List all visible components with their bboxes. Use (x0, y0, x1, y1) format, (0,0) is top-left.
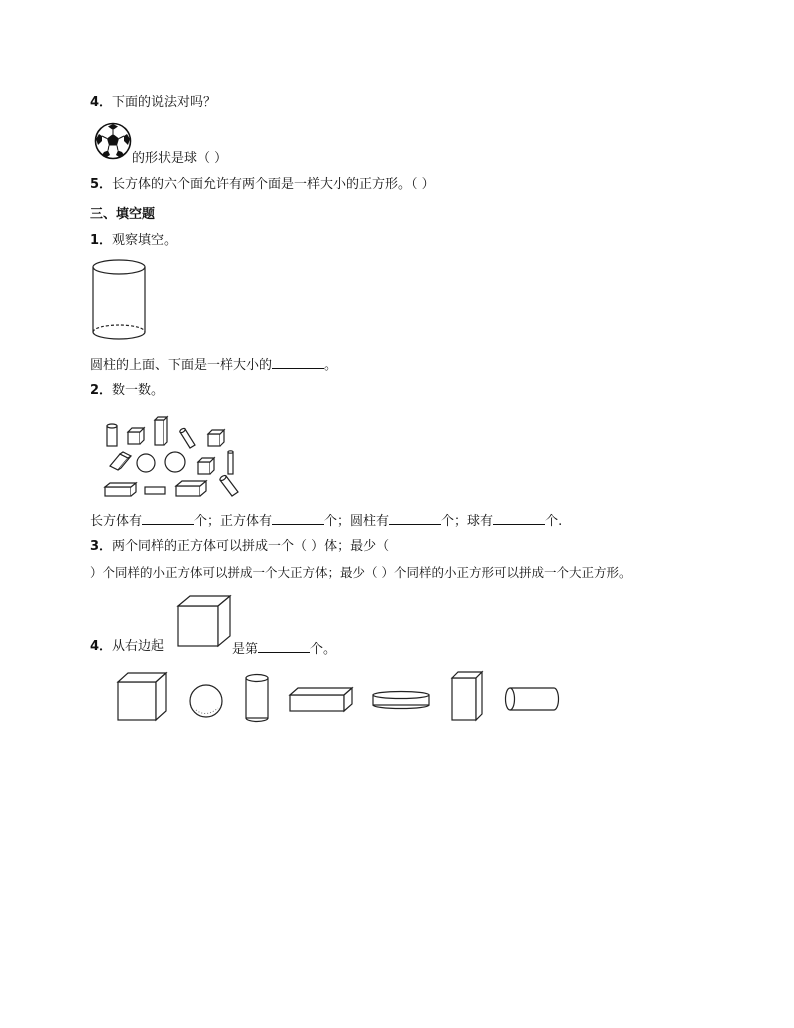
question-text: 长方体的六个面允许有两个面是一样大小的正方形。（ ） (112, 177, 435, 192)
shapes-group-figure (100, 410, 250, 502)
answer-blank[interactable] (142, 510, 194, 525)
judge-statement: 的形状是球（ ） (132, 151, 228, 166)
answer-blank[interactable] (389, 510, 441, 525)
cylinder-shape (506, 688, 559, 710)
question-number: 2． (90, 383, 113, 398)
sphere-shape (165, 452, 185, 472)
cuboid-shape (105, 483, 136, 496)
cube-shape (128, 428, 144, 444)
judge-question-4 (90, 94, 216, 112)
cylinder-shape (219, 475, 238, 496)
sentence-text: 个；正方体有 (194, 514, 273, 529)
fill-question-3-continued: ）个同样的小正方体可以拼成一个大正方体；最少（ ）个同样的小正方形可以拼成一个大正方形。 (90, 565, 632, 580)
sentence-text: 圆柱的上面、下面是一样大小的 (90, 358, 273, 373)
cuboid-shape (452, 672, 482, 720)
question-text: 数一数。 (112, 383, 165, 398)
answer-blank[interactable] (272, 354, 324, 369)
cylinder-shape (107, 424, 117, 446)
sentence-text: 。 (324, 358, 338, 373)
cylinder-shape (246, 675, 268, 722)
answer-blank[interactable] (258, 638, 310, 653)
cube-shape (118, 673, 166, 720)
cylinder-shape (179, 428, 195, 448)
sentence-text: 个。 (310, 642, 337, 657)
question-number: 5． (90, 177, 113, 192)
question-number: 1． (90, 233, 113, 248)
judge-question-5 (90, 176, 435, 194)
question-number: 4． (90, 95, 113, 110)
cylinder-shape (228, 451, 233, 474)
cuboid-shape (155, 417, 167, 445)
section-title: 三、填空题 (90, 207, 156, 222)
cuboid-shape (176, 481, 206, 496)
sentence-text: 个. (545, 514, 563, 529)
sentence-text: 长方体有 (90, 514, 143, 529)
cylinder-figure (90, 256, 150, 346)
fill-question-4 (90, 638, 164, 656)
cube-figure (176, 594, 232, 648)
sentence-text: 个；圆柱有 (324, 514, 390, 529)
sentence-text: 是第 (232, 642, 259, 657)
answer-blank[interactable] (493, 510, 545, 525)
question-text: 从右边起 (112, 639, 165, 654)
cylinder-shape (373, 692, 429, 709)
sentence-text: 个；球有 (441, 514, 494, 529)
question-number: 3． (90, 539, 113, 554)
sphere-shape (137, 454, 155, 472)
fill-question-1 (90, 232, 177, 250)
question-text: 两个同样的正方体可以拼成一个（ ）体；最少（ (112, 539, 390, 554)
cube-shape (208, 430, 224, 446)
question-number: 4． (90, 639, 113, 654)
fill-sentence-2 (90, 510, 562, 531)
soccer-ball-icon (94, 122, 132, 160)
question-text: 下面的说法对吗？ (112, 95, 217, 110)
cube-shape (198, 458, 214, 474)
sphere-shape (190, 685, 222, 717)
shapes-row-figure (114, 670, 564, 726)
answer-blank[interactable] (272, 510, 324, 525)
cuboid-shape (110, 452, 131, 470)
fill-question-2 (90, 382, 164, 400)
cuboid-shape (145, 487, 165, 494)
cuboid-shape (290, 688, 352, 711)
fill-question-3 (90, 538, 389, 556)
fill-sentence-4 (232, 638, 336, 659)
question-text: 观察填空。 (112, 233, 178, 248)
fill-sentence-1 (90, 354, 337, 375)
